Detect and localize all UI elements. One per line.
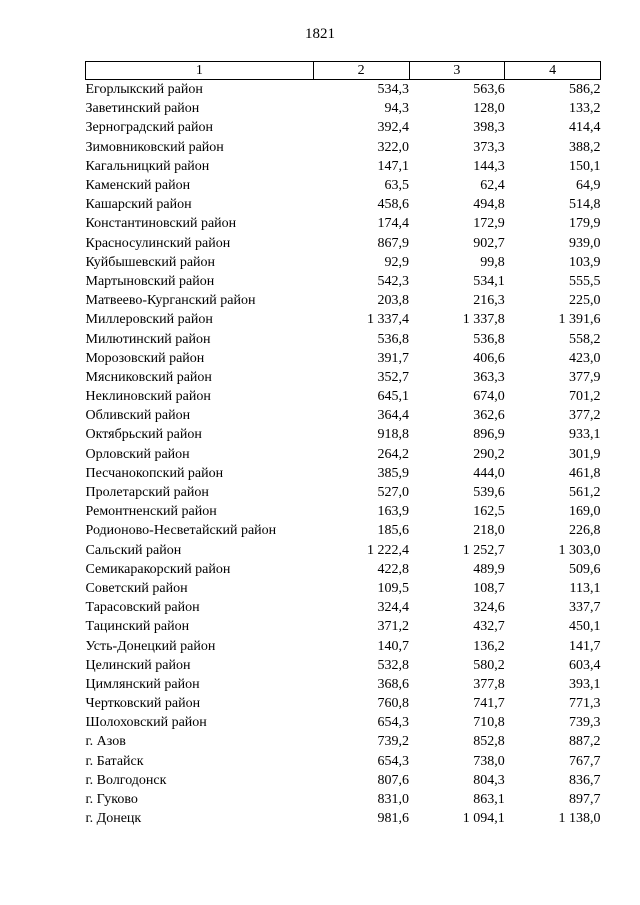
district-name-cell: Цимлянский район [85,676,200,692]
value-cell-col2: 831,0 [377,792,410,808]
district-name-cell: г. Донецк [85,811,142,827]
table-row [86,291,601,310]
table-row [86,502,601,521]
value-cell-col2: 371,2 [377,619,410,635]
value-cell-col4: 897,7 [569,792,601,808]
table-row [86,253,601,272]
value-cell-col4: 393,1 [569,676,601,692]
value-cell-col3: 741,7 [473,696,505,712]
value-cell-col2: 264,2 [377,446,410,462]
table-row [86,272,601,291]
value-cell-col2: 645,1 [377,389,410,405]
table-row [86,560,601,579]
value-cell-col2: 185,6 [377,523,410,539]
value-cell-col3: 563,6 [473,82,505,98]
value-cell-col3: 216,3 [473,293,505,309]
value-cell-col4: 509,6 [569,561,601,577]
value-cell-col4: 388,2 [569,139,601,155]
value-cell-col2: 385,9 [377,465,410,481]
value-cell-col3: 373,3 [473,139,505,155]
district-name-cell: Песчанокопский район [85,465,224,481]
value-cell-col3: 536,8 [473,331,505,347]
value-cell-col4: 113,1 [569,580,601,596]
value-cell-col2: 918,8 [377,427,410,443]
budget-table [85,61,601,828]
district-name-cell: Куйбышевский район [85,254,216,270]
table-row [86,790,601,809]
value-cell-col4: 414,4 [569,120,601,136]
value-cell-col2: 391,7 [377,350,410,366]
value-cell-col4: 461,8 [569,465,601,481]
value-cell-col4: 836,7 [569,772,601,788]
table-row [86,214,601,233]
value-cell-col2: 203,8 [377,293,410,309]
table-row [86,636,601,655]
column-header-2: 2 [313,62,409,80]
value-cell-col3: 710,8 [473,715,505,731]
value-cell-col2: 109,5 [377,580,410,596]
value-cell-col4: 771,3 [569,696,601,712]
district-name-cell: Ремонтненский район [85,504,217,520]
value-cell-col3: 362,6 [473,408,505,424]
district-name-cell: Красносулинский район [85,235,231,251]
table-row [86,732,601,751]
district-name-cell: Матвеево-Курганский район [85,293,256,309]
district-name-cell: Пролетарский район [85,485,209,501]
value-cell-col3: 580,2 [473,657,505,673]
value-cell-col2: 534,3 [377,82,410,98]
district-name-cell: Заветинский район [85,101,200,117]
table-row [86,234,601,253]
district-name-cell: Кагальницкий район [85,158,210,174]
table-row [86,368,601,387]
district-name-cell: Целинский район [85,657,191,673]
value-cell-col3: 494,8 [473,197,505,213]
value-cell-col2: 536,8 [377,331,410,347]
value-cell-col2: 92,9 [384,254,410,270]
value-cell-col4: 939,0 [569,235,601,251]
value-cell-col2: 458,6 [377,197,410,213]
value-cell-col3: 1 252,7 [462,542,505,558]
table-row [86,310,601,329]
value-cell-col4: 561,2 [569,485,601,501]
table-row [86,483,601,502]
value-cell-col3: 406,6 [473,350,505,366]
district-name-cell: Неклиновский район [85,389,211,405]
table-header-row [86,62,601,80]
value-cell-col4: 225,0 [569,293,601,309]
value-cell-col2: 368,6 [377,676,410,692]
table-row [86,771,601,790]
value-cell-col3: 363,3 [473,369,505,385]
column-header-1: 1 [86,62,314,80]
district-name-cell: Обливский район [85,408,191,424]
value-cell-col2: 364,4 [377,408,410,424]
value-cell-col3: 398,3 [473,120,505,136]
value-cell-col3: 1 094,1 [462,811,505,827]
table-row [86,694,601,713]
value-cell-col3: 534,1 [473,273,505,289]
district-name-cell: Миллеровский район [85,312,213,328]
value-cell-col3: 162,5 [473,504,505,520]
value-cell-col2: 527,0 [377,485,410,501]
value-cell-col3: 218,0 [473,523,505,539]
value-cell-col4: 103,9 [569,254,601,270]
district-name-cell: Тацинский район [85,619,190,635]
value-cell-col4: 301,9 [569,446,601,462]
table-row [86,752,601,771]
district-name-cell: Тарасовский район [85,600,200,616]
value-cell-col4: 603,4 [569,657,601,673]
table-row [86,809,601,828]
value-cell-col4: 450,1 [569,619,601,635]
value-cell-col4: 377,2 [569,408,601,424]
value-cell-col3: 852,8 [473,734,505,750]
district-name-cell: Зимовниковский район [85,139,224,155]
value-cell-col3: 902,7 [473,235,505,251]
district-name-cell: г. Волгодонск [85,772,167,788]
table-row [86,541,601,560]
district-name-cell: г. Гуково [85,792,138,808]
value-cell-col4: 767,7 [569,753,601,769]
district-name-cell: Сальский район [85,542,182,558]
district-name-cell: Мясниковский район [85,369,212,385]
table-row [86,598,601,617]
table-row [86,579,601,598]
district-name-cell: Семикаракорский район [85,561,231,577]
value-cell-col3: 539,6 [473,485,505,501]
value-cell-col3: 144,3 [473,158,505,174]
value-cell-col4: 141,7 [569,638,601,654]
value-cell-col3: 324,6 [473,600,505,616]
value-cell-col2: 163,9 [377,504,410,520]
district-name-cell: Усть-Донецкий район [85,638,216,654]
value-cell-col3: 172,9 [473,216,505,232]
value-cell-col3: 290,2 [473,446,505,462]
district-name-cell: Чертковский район [85,696,201,712]
value-cell-col4: 226,8 [569,523,601,539]
value-cell-col4: 1 391,6 [558,312,601,328]
value-cell-col3: 1 337,8 [462,312,505,328]
table-row [86,195,601,214]
district-name-cell: Каменский район [85,178,191,194]
district-name-cell: Кашарский район [85,197,192,213]
value-cell-col3: 128,0 [473,101,505,117]
value-cell-col3: 444,0 [473,465,505,481]
table-row [86,157,601,176]
value-cell-col3: 489,9 [473,561,505,577]
table-row [86,675,601,694]
value-cell-col2: 981,6 [377,811,410,827]
value-cell-col2: 739,2 [377,734,410,750]
value-cell-col4: 1 303,0 [558,542,601,558]
value-cell-col3: 896,9 [473,427,505,443]
value-cell-col3: 99,8 [480,254,505,270]
value-cell-col2: 654,3 [377,715,410,731]
value-cell-col2: 94,3 [384,101,410,117]
table-row [86,80,601,100]
value-cell-col2: 324,4 [377,600,410,616]
table-row [86,118,601,137]
column-header-3: 3 [409,62,505,80]
value-cell-col3: 62,4 [480,178,505,194]
value-cell-col4: 586,2 [569,82,601,98]
table-body [86,80,601,829]
table-row [86,521,601,540]
table-row [86,387,601,406]
value-cell-col4: 555,5 [569,273,601,289]
district-name-cell: Зерноградский район [85,120,213,136]
district-name-cell: Константиновский район [85,216,237,232]
value-cell-col4: 558,2 [569,331,601,347]
value-cell-col4: 64,9 [576,178,601,194]
value-cell-col4: 933,1 [569,427,601,443]
value-cell-col2: 532,8 [377,657,410,673]
value-cell-col2: 760,8 [377,696,410,712]
table-row [86,99,601,118]
value-cell-col2: 422,8 [377,561,410,577]
table-row [86,329,601,348]
value-cell-col4: 337,7 [569,600,601,616]
value-cell-col4: 514,8 [569,197,601,213]
value-cell-col2: 654,3 [377,753,410,769]
value-cell-col3: 863,1 [473,792,505,808]
table-row [86,713,601,732]
district-name-cell: г. Азов [85,734,126,750]
column-header-4: 4 [505,62,601,80]
value-cell-col4: 423,0 [569,350,601,366]
value-cell-col2: 352,7 [377,369,410,385]
district-name-cell: г. Батайск [85,753,144,769]
district-name-cell: Советский район [85,580,188,596]
table-row [86,445,601,464]
value-cell-col3: 804,3 [473,772,505,788]
table-row [86,617,601,636]
value-cell-col2: 147,1 [377,158,410,174]
value-cell-col4: 150,1 [569,158,601,174]
value-cell-col4: 701,2 [569,389,601,405]
value-cell-col4: 179,9 [569,216,601,232]
district-name-cell: Егорлыкский район [85,82,203,98]
value-cell-col3: 432,7 [473,619,505,635]
value-cell-col4: 887,2 [569,734,601,750]
value-cell-col4: 377,9 [569,369,601,385]
table-row [86,406,601,425]
district-name-cell: Родионово-Несветайский район [85,523,277,539]
table-row [86,138,601,157]
district-name-cell: Милютинский район [85,331,211,347]
value-cell-col4: 739,3 [569,715,601,731]
value-cell-col2: 807,6 [377,772,410,788]
value-cell-col2: 63,5 [384,178,410,194]
value-cell-col2: 140,7 [377,638,410,654]
table-row [86,349,601,368]
value-cell-col2: 867,9 [377,235,410,251]
district-name-cell: Морозовский район [85,350,205,366]
value-cell-col3: 674,0 [473,389,505,405]
table-row [86,425,601,444]
value-cell-col2: 1 337,4 [367,312,410,328]
value-cell-col4: 169,0 [569,504,601,520]
table-row [86,176,601,195]
value-cell-col2: 322,0 [377,139,410,155]
district-name-cell: Орловский район [85,446,190,462]
value-cell-col4: 133,2 [569,101,601,117]
value-cell-col3: 136,2 [473,638,505,654]
table-row [86,464,601,483]
value-cell-col2: 1 222,4 [367,542,410,558]
district-name-cell: Шолоховский район [85,715,207,731]
value-cell-col3: 377,8 [473,676,505,692]
district-name-cell: Октябрьский район [85,427,202,443]
value-cell-col4: 1 138,0 [558,811,601,827]
district-name-cell: Мартыновский район [85,273,215,289]
table-row [86,656,601,675]
value-cell-col2: 174,4 [377,216,410,232]
page-number: 1821 [305,26,335,42]
value-cell-col3: 108,7 [473,580,505,596]
value-cell-col2: 542,3 [377,273,410,289]
value-cell-col3: 738,0 [473,753,505,769]
value-cell-col2: 392,4 [377,120,410,136]
